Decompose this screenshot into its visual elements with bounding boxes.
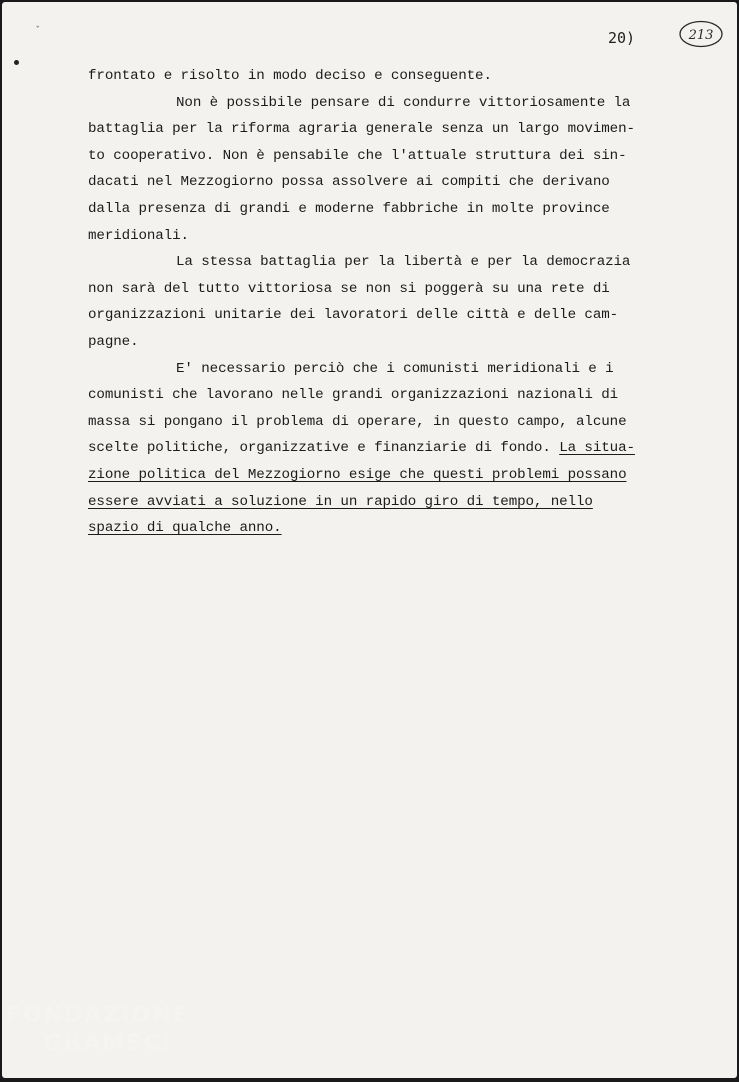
text-line: dalla presenza di grandi e moderne fabbriche in molte province — [88, 200, 610, 217]
text-line: massa si pongano il problema di operare, in questo campo, alcune — [88, 413, 627, 430]
text-line: E' necessario perciò che i comunisti meridionali e i — [176, 360, 614, 377]
underlined-line: spazio di qualche anno. — [88, 520, 282, 537]
text-line: organizzazioni unitarie dei lavoratori delle città e delle cam- — [88, 307, 619, 324]
text-line: frontato e risolto in modo deciso e conseguente. — [88, 68, 492, 84]
text-line: battaglia per la riforma agraria generale senza un largo movimen- — [88, 121, 635, 138]
text-line: comunisti che lavorano nelle grandi organizzazioni nazionali di — [88, 387, 619, 404]
margin-tick-mark: ˇ — [35, 26, 41, 36]
text-line: non sarà del tutto vittoriosa se non si poggerà su una rete di — [88, 280, 610, 297]
text-line — [88, 435, 668, 462]
text-line-plain: scelte politiche, organizzative e finanziarie di fondo. — [88, 440, 551, 457]
underlined-text: La situa- — [559, 440, 635, 457]
body-text — [88, 63, 668, 542]
text-line: Non è possibile pensare di condurre vittoriosamente la — [176, 94, 631, 111]
text-line: to cooperativo. Non è pensabile che l'attuale struttura dei sin- — [88, 147, 627, 164]
watermark-line: FONDAZIONE — [6, 1003, 190, 1028]
text-line: dacati nel Mezzogiorno possa assolvere ai compiti che derivano — [88, 174, 610, 191]
text-line: pagne. — [88, 333, 139, 350]
text-line: meridionali. — [88, 227, 189, 244]
margin-dot-mark — [14, 60, 19, 65]
page-number: 20) — [608, 29, 636, 47]
underlined-line: zione politica del Mezzogiorno esige che questi problemi possano — [88, 466, 627, 483]
archive-number-stamp — [678, 19, 724, 49]
watermark-line: GRAMSCI — [44, 1031, 173, 1056]
underlined-line: essere avviati a soluzione in un rapido giro di tempo, nello — [88, 493, 593, 510]
text-line: La stessa battaglia per la libertà e per la democrazia — [176, 254, 631, 271]
archive-watermark — [6, 1002, 206, 1074]
document-page — [2, 2, 737, 1078]
archive-number-text: 213 — [688, 28, 714, 43]
